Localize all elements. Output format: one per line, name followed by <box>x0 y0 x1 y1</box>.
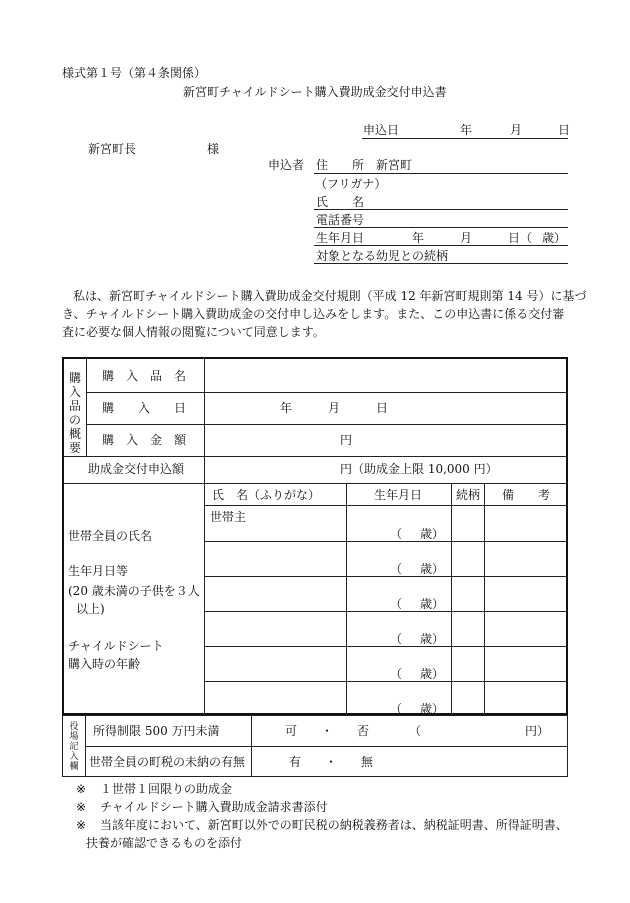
application-date-month: 月 <box>510 123 523 137</box>
form-number: 様式第１号（第４条関係） <box>62 66 207 80</box>
age-close: 歳） <box>420 527 445 541</box>
dob-age: 歳） <box>542 231 567 245</box>
application-date-underline <box>362 138 568 139</box>
age-open: （ <box>390 632 403 646</box>
dob-month: 月 <box>460 231 473 245</box>
addressee-name: 新宮町長 <box>88 142 137 156</box>
note-text: 扶養が確認できるものを添付 <box>86 836 243 850</box>
page-title: 新宮町チャイルドシート購入費助成金交付申込書 <box>183 85 447 99</box>
purchase-section-label: 購入品の概要 <box>68 371 81 455</box>
household-label-1: 世帯全員の氏名 <box>68 529 153 543</box>
body-text-line-2: き、チャイルドシート購入費助成金の交付申し込みをします。また、この申込書に係る交付審 <box>62 307 565 321</box>
purchase-date-month: 月 <box>328 401 341 415</box>
dob-day: 日（ <box>508 231 533 245</box>
age-close: 歳） <box>420 702 445 716</box>
relation-underline <box>314 263 568 264</box>
col-header-name: 氏 名（ふりがな） <box>212 488 321 502</box>
tax-options[interactable]: 有 ・ 無 <box>289 755 374 769</box>
application-date-day: 日 <box>558 123 571 137</box>
note-mark: ※ <box>76 818 87 832</box>
grant-request-label: 助成金交付申込額 <box>88 462 185 476</box>
note-mark: ※ <box>76 800 87 814</box>
relation-label: 対象となる幼児との続柄 <box>316 249 449 263</box>
household-label-3: (20 歳未満の子供を３人 <box>68 584 200 598</box>
application-date-year: 年 <box>460 123 473 137</box>
note-text: 当該年度において、新宮町以外での町民税の納税義務者は、納税証明書、所得証明書、 <box>100 818 568 832</box>
purchase-date-day: 日 <box>376 401 389 415</box>
col-header-remarks: 備 考 <box>502 488 551 502</box>
income-options[interactable]: 可 ・ 否 <box>285 724 370 738</box>
income-amount-close: 円） <box>525 724 550 738</box>
item-name-label: 購 入 品 名 <box>102 369 187 383</box>
addressee-suffix: 様 <box>207 142 220 156</box>
furigana-label: （フリガナ） <box>315 177 387 191</box>
dob-year: 年 <box>412 231 425 245</box>
dob-label: 生年月日 <box>316 231 365 245</box>
age-open: （ <box>390 562 403 576</box>
note-text: １世帯１回限りの助成金 <box>100 782 233 796</box>
name-underline <box>314 209 568 210</box>
col-header-dob: 生年月日 <box>374 488 423 502</box>
col-header-relation: 続柄 <box>456 488 481 502</box>
household-label-2: 生年月日等 <box>68 564 129 578</box>
amount-label: 購 入 金 額 <box>102 433 187 447</box>
age-open: （ <box>390 702 403 716</box>
phone-label: 電話番号 <box>316 213 365 227</box>
address-label: 住 所 <box>316 158 365 172</box>
address-underline <box>314 173 568 174</box>
phone-underline <box>314 227 568 228</box>
age-open: （ <box>390 527 403 541</box>
amount-unit: 円 <box>340 433 353 447</box>
address-value[interactable]: 新宮町 <box>376 158 413 172</box>
age-close: 歳） <box>420 667 445 681</box>
tax-unpaid-label: 世帯全員の町税の未納の有無 <box>89 755 246 769</box>
household-label-4: 以上) <box>76 602 105 616</box>
note-text: チャイルドシート購入費助成金請求書添付 <box>100 800 328 814</box>
age-open: （ <box>390 667 403 681</box>
application-date-label: 申込日 <box>363 123 400 137</box>
name-label: 氏 名 <box>316 195 365 209</box>
purchase-date-label: 購 入 日 <box>102 401 187 415</box>
grant-request-value: 円（助成金上限 10,000 円） <box>340 462 498 476</box>
office-use-table <box>62 715 568 777</box>
household-label-5: チャイルドシート <box>68 639 164 653</box>
income-amount-open: （ <box>409 724 422 738</box>
purchase-date-year: 年 <box>280 401 293 415</box>
age-close: 歳） <box>420 562 445 576</box>
office-section-label: 役場記入欄 <box>69 722 79 772</box>
applicant-label: 申込者 <box>268 158 305 172</box>
body-text-line-3: 査に必要な個人情報の閲覧について同意します。 <box>62 325 325 339</box>
income-limit-label: 所得制限 500 万円未満 <box>93 724 220 738</box>
age-close: 歳） <box>420 632 445 646</box>
note-mark: ※ <box>76 782 87 796</box>
head-of-household-label: 世帯主 <box>210 510 247 524</box>
age-open: （ <box>390 597 403 611</box>
body-text-line-1: 私は、新宮町チャイルドシート購入費助成金交付規則（平成 12 年新宮町規則第 14 号）に基づ <box>73 289 587 303</box>
age-close: 歳） <box>420 597 445 611</box>
household-label-6: 購入時の年齢 <box>68 657 141 671</box>
purchase-table <box>62 357 568 715</box>
dob-underline <box>314 245 568 246</box>
